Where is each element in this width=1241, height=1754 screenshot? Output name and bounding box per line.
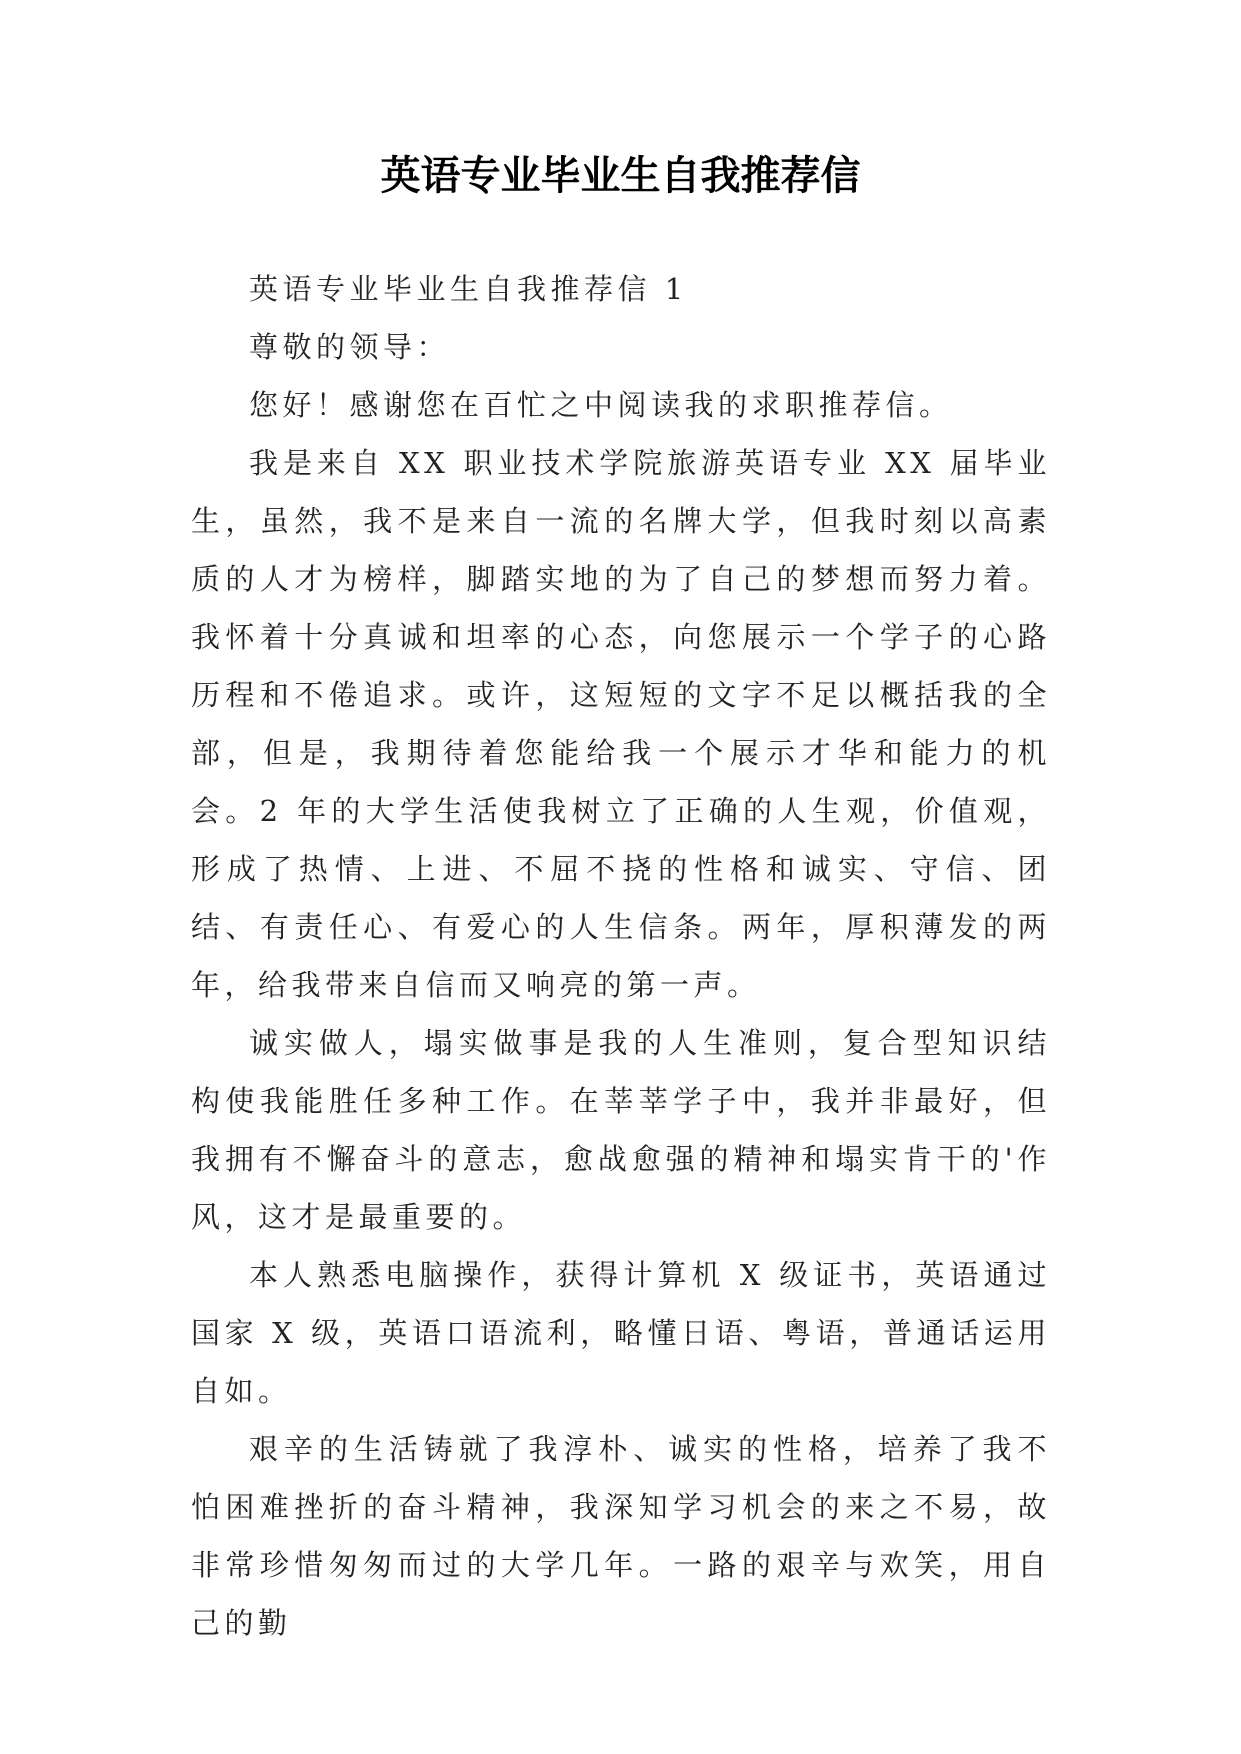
- paragraph-salutation: 尊敬的领导：: [249, 330, 451, 364]
- document-body: [191, 260, 1051, 1652]
- paragraph-introduction: 我是来自 XX 职业技术学院旅游英语专业 XX 届毕业生，虽然，我不是来自一流的名牌大学，但我时刻以高素质的人才为榜样，脚踏实地的为了自己的梦想而努力着。我怀着十分真诚和坦率的心态，向您展示一个学子的心路历程和不倦追求。或许，这短短的文字不足以概括我的全部，但是，我期待着您能给我一个展示才华和能力的机会。2 年的大学生活使我树立了正确的人生观，价值观，形成了热情、上进、不屈不挠的性格和诚实、守信、团结、有责任心、有爱心的人生信条。两年，厚积薄发的两年，给我带来自信而又响亮的第一声。: [191, 446, 1051, 1002]
- document-title: 英语专业毕业生自我推荐信: [380, 152, 861, 199]
- paragraph-principles: 诚实做人，塌实做事是我的人生准则，复合型知识结构使我能胜任多种工作。在莘莘学子中，我并非最好，但我拥有不懈奋斗的意志，愈战愈强的精神和塌实肯干的'作风，这才是最重要的。: [191, 1026, 1051, 1234]
- paragraph-heading: 英语专业毕业生自我推荐信 1: [249, 272, 688, 306]
- paragraph-character: 艰辛的生活铸就了我淳朴、诚实的性格，培养了我不怕困难挫折的奋斗精神，我深知学习机会的来之不易，故非常珍惜匆匆而过的大学几年。一路的艰辛与欢笑，用自己的勤: [191, 1432, 1051, 1640]
- paragraph-skills: 本人熟悉电脑操作，获得计算机 X 级证书，英语通过国家 X 级，英语口语流利，略懂日语、粤语，普通话运用自如。: [191, 1258, 1051, 1408]
- paragraph-greeting: 您好！感谢您在百忙之中阅读我的求职推荐信。: [249, 388, 953, 422]
